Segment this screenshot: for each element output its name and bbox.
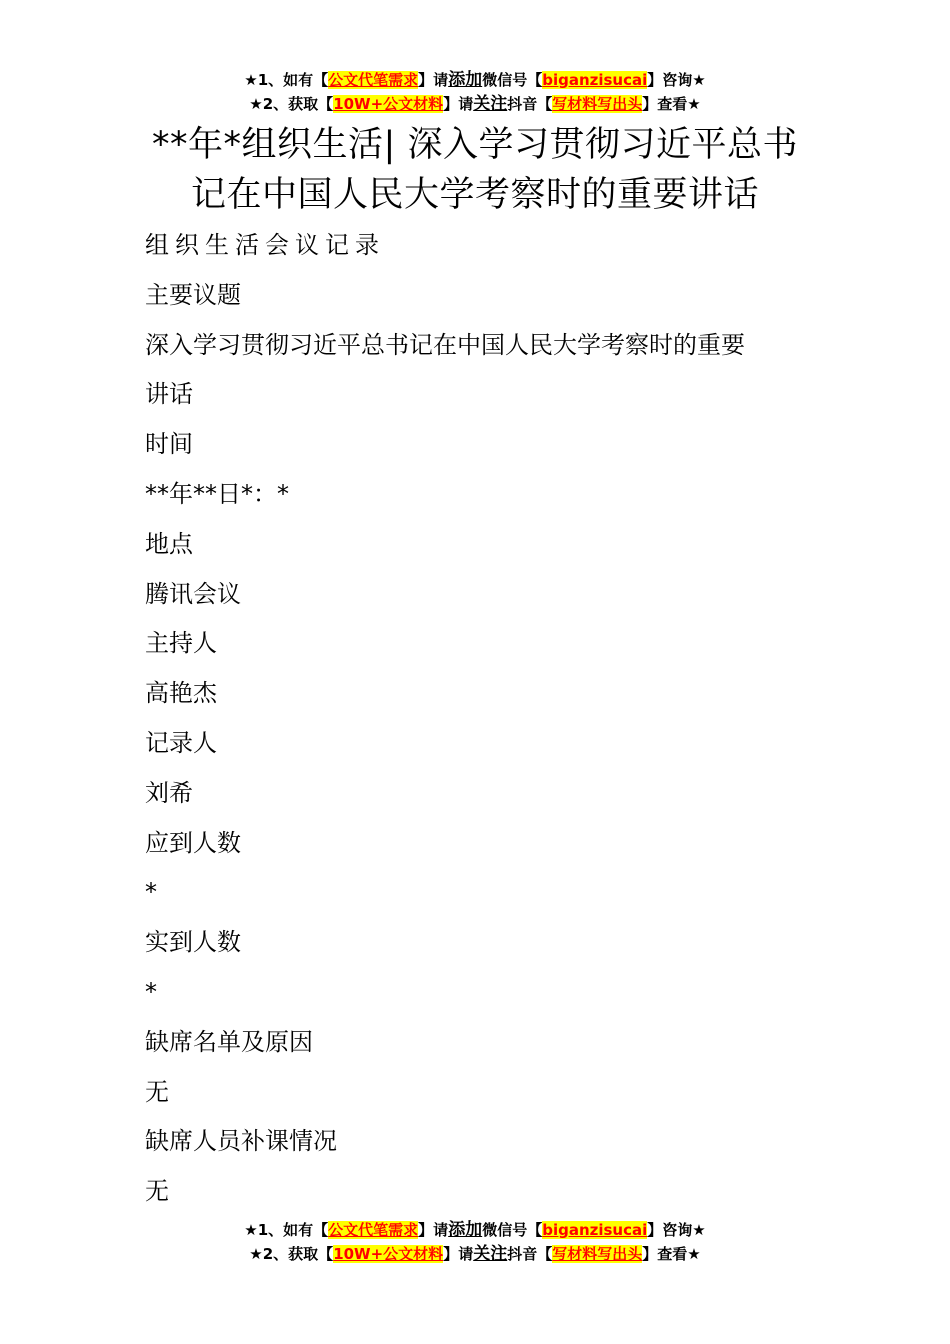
promo-text: 微信号【 [482, 71, 543, 89]
host-value: 高艳杰 [145, 679, 217, 708]
promo-text: 】查看★ [642, 95, 701, 113]
actual-count-label: 实到人数 [145, 928, 241, 957]
place-label: 地点 [145, 529, 193, 558]
bottom-promo [0, 1218, 950, 1266]
promo-wechat-id: biganzisucai [542, 1221, 648, 1239]
promo-emphasis: 添加 [448, 70, 483, 90]
promo-text: 】咨询★ [647, 71, 706, 89]
promo-highlight: 公文代笔需求 [328, 1221, 419, 1239]
promo-line-1 [0, 1218, 950, 1242]
promo-line-1 [0, 68, 950, 92]
time-label: 时间 [145, 430, 193, 459]
recorder-value: 刘希 [145, 778, 193, 807]
time-value: **年**日*：* [145, 479, 289, 508]
promo-text: 】请 [443, 1245, 474, 1263]
promo-text: 】咨询★ [647, 1221, 706, 1239]
title-line-2: 记在中国人民大学考察时的重要讲话 [190, 175, 759, 215]
promo-text: ★2、获取【 [249, 95, 334, 113]
document-title [0, 120, 950, 220]
promo-wechat-id: biganzisucai [542, 71, 648, 89]
promo-douyin-id: 写材料写出头 [552, 1245, 643, 1263]
promo-highlight: 10W+公文材料 [333, 1245, 444, 1263]
absent-value: 无 [145, 1077, 169, 1106]
meeting-record [145, 222, 825, 1218]
title-line-1: **年*组织生活| 深入学习贯彻习近平总书 [152, 125, 798, 165]
top-promo [0, 68, 950, 116]
makeup-label: 缺席人员补课情况 [145, 1127, 337, 1156]
promo-text: 】请 [443, 95, 474, 113]
makeup-value: 无 [145, 1177, 169, 1206]
promo-line-2 [0, 92, 950, 116]
promo-text: ★2、获取【 [249, 1245, 334, 1263]
promo-text: 】请 [418, 1221, 449, 1239]
promo-highlight: 公文代笔需求 [328, 71, 419, 89]
absent-label: 缺席名单及原因 [145, 1027, 313, 1056]
topic-value-line-1: 深入学习贯彻习近平总书记在中国人民大学考察时的重要 [145, 330, 745, 359]
promo-text: ★1、如有【 [244, 71, 329, 89]
host-label: 主持人 [145, 629, 217, 658]
record-heading: 组织生活会议记录 [145, 231, 385, 259]
place-value: 腾讯会议 [145, 579, 241, 608]
actual-count-value: * [145, 977, 157, 1006]
promo-highlight: 10W+公文材料 [333, 95, 444, 113]
promo-emphasis: 关注 [473, 1244, 508, 1264]
promo-text: 】查看★ [642, 1245, 701, 1263]
promo-text: ★1、如有【 [244, 1221, 329, 1239]
promo-text: 抖音【 [507, 1245, 553, 1263]
promo-text: 微信号【 [482, 1221, 543, 1239]
expected-count-value: * [145, 878, 157, 907]
recorder-label: 记录人 [145, 728, 217, 757]
promo-douyin-id: 写材料写出头 [552, 95, 643, 113]
topic-value-line-2: 讲话 [145, 380, 193, 409]
promo-emphasis: 关注 [473, 94, 508, 114]
promo-text: 抖音【 [507, 95, 553, 113]
promo-text: 】请 [418, 71, 449, 89]
promo-emphasis: 添加 [448, 1220, 483, 1240]
topic-label: 主要议题 [145, 280, 241, 309]
expected-count-label: 应到人数 [145, 828, 241, 857]
promo-line-2 [0, 1242, 950, 1266]
